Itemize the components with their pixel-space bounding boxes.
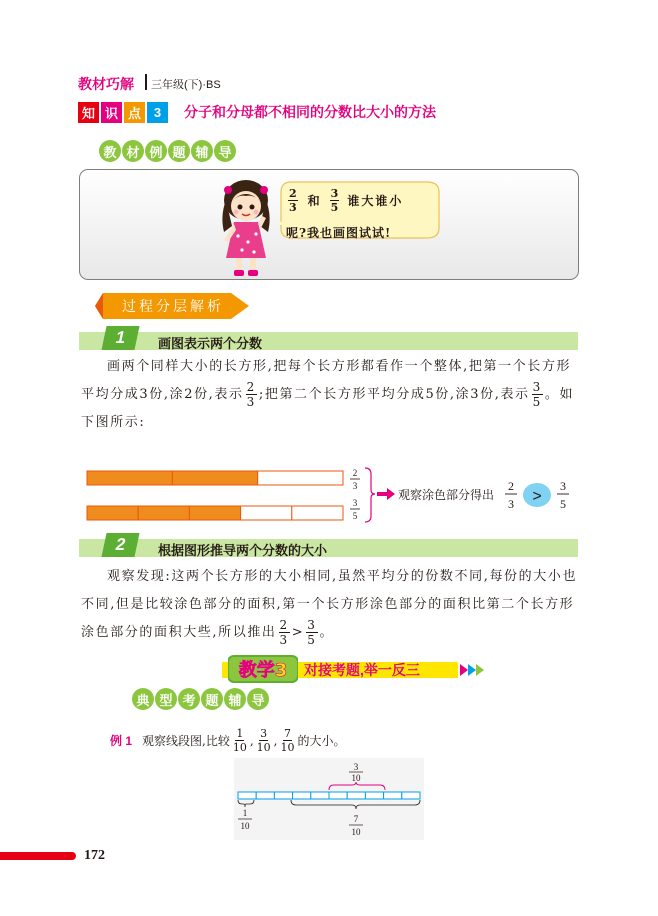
segment-part (238, 792, 256, 799)
step-number: 1 (101, 326, 139, 350)
segment-line (238, 792, 420, 799)
result-left-num: 2 (508, 479, 514, 493)
step-title: 画图表示两个分数 (158, 336, 263, 351)
tag-char: 型 (155, 688, 177, 710)
arrow-right-icon (377, 488, 395, 500)
result-right-den: 5 (560, 497, 566, 511)
result-right-num: 3 (560, 479, 566, 493)
header-divider (145, 74, 147, 90)
unshaded-part (292, 506, 343, 520)
step-heading-bar (79, 539, 578, 557)
step-number: 2 (101, 533, 139, 557)
example-1: 例 1 观察线段图,比较 $\frac{1}{10}$ , $\frac{3}{10}$ , $\frac{7}{10}$ 的大小。 (110, 727, 346, 754)
tag-char: 辅 (224, 688, 246, 710)
segment-part (311, 792, 329, 799)
left-label-den: 10 (240, 821, 250, 831)
step-heading-bar (79, 332, 578, 350)
tag-char: 导 (214, 140, 236, 162)
segment-part (347, 792, 365, 799)
segment-part (384, 792, 402, 799)
tag-char: 考 (178, 688, 200, 710)
bottom-label-num: 7 (353, 814, 359, 824)
process-banner-label: 过程分层解析 (122, 298, 224, 314)
tag-char: 教 (99, 140, 121, 162)
kp-number: 3 (147, 102, 168, 123)
segment-part (329, 792, 347, 799)
step-title: 根据图形推导两个分数的大小 (158, 543, 328, 558)
page-number: 172 (84, 848, 105, 863)
tag-char: 题 (201, 688, 223, 710)
footer-bar (0, 852, 76, 860)
tag-char: 典 (132, 688, 154, 710)
left-label-num: 1 (242, 808, 248, 818)
shaded-part (138, 506, 189, 520)
segment-part (402, 792, 420, 799)
fraction: $\frac{3}{5}$ (307, 618, 317, 647)
bar1-label-den: 3 (352, 481, 358, 491)
segment-part (274, 792, 292, 799)
kp-char: 识 (101, 102, 122, 123)
top-label-den: 10 (351, 773, 361, 783)
segment-part (365, 792, 383, 799)
fraction: $\frac{1}{10}$ (232, 727, 247, 754)
book-subtitle: 三年级(下)·BS (151, 79, 221, 91)
tag-char: 例 (145, 140, 167, 162)
fraction: $\frac{3}{5}$ (532, 380, 542, 409)
bar-three-fifths (87, 506, 343, 520)
bar2-label-den: 5 (352, 511, 358, 521)
typical-section-tag (132, 688, 270, 710)
segment-part (293, 792, 311, 799)
teaching-3-logo-icon (228, 654, 298, 684)
segment-figure (234, 758, 424, 840)
girl-illustration-icon (214, 176, 278, 280)
tag-char: 辅 (191, 140, 213, 162)
bar-two-thirds (87, 471, 343, 485)
shaded-part (87, 471, 172, 485)
svg-text:教学3: 教学3 (238, 660, 288, 681)
bar2-label-num: 3 (352, 498, 358, 508)
kp-char: 知 (78, 102, 99, 123)
step1-paragraph: 画两个同样大小的长方形,把每个长方形都看作一个整体,把第一个长方形平均分成3份,涂2份,表示 $\frac{2}{3}$ ;把第二个长方形平均分成5份,涂3份,表示 $\frac{3}{5}$ 。如下图所示: (81, 359, 575, 430)
result-symbol: > (532, 488, 542, 505)
tag-char: 材 (122, 140, 144, 162)
teaching-banner-text: 对接考题,举一反三 (304, 662, 420, 678)
knowledge-point-heading (78, 101, 436, 123)
book-title: 教材巧解 (78, 76, 134, 92)
fraction: $\frac{2}{3}$ (246, 380, 256, 409)
shaded-part (87, 506, 138, 520)
brace-icon (365, 468, 375, 522)
fraction: $\frac{2}{3}$ (279, 618, 289, 647)
result-text: 观察涂色部分得出 (398, 488, 495, 502)
bar1-label-num: 2 (352, 468, 358, 478)
example-section-tag (99, 140, 237, 162)
fraction-bar-diagram (85, 466, 585, 526)
step2-paragraph: 观察发现:这两个长方形的大小相同,虽然平均分的份数不同,每份的大小也不同,但是比较涂色部分的面积,第一个长方形涂色部分的面积比第二个长方形涂色部分的面积大些,所以推出 $\frac{2}{3}$ > $\frac{3}{5}$ 。 (81, 569, 578, 647)
result-left-den: 3 (508, 497, 514, 511)
segment-part (256, 792, 274, 799)
kp-title: 分子和分母都不相同的分数比大小的方法 (184, 104, 436, 120)
example-label: 例 1 (110, 734, 133, 748)
tag-char: 导 (247, 688, 269, 710)
bottom-label-den: 10 (351, 827, 361, 837)
fraction: $\frac{3}{10}$ (256, 727, 271, 754)
speech-bubble-text: $\frac{2}{3}$ 和 $\frac{3}{5}$ 谁大谁小 呢?我也画图试试! (286, 186, 404, 240)
top-label-num: 3 (353, 762, 359, 772)
shaded-part (189, 506, 240, 520)
fraction: $\frac{7}{10}$ (280, 727, 295, 754)
unshaded-part (241, 506, 292, 520)
shaded-part (172, 471, 257, 485)
kp-char: 点 (124, 102, 145, 123)
fraction: $\frac{2}{3}$ (289, 186, 297, 214)
tag-char: 题 (168, 140, 190, 162)
unshaded-part (258, 471, 343, 485)
fraction: $\frac{3}{5}$ (330, 186, 339, 214)
